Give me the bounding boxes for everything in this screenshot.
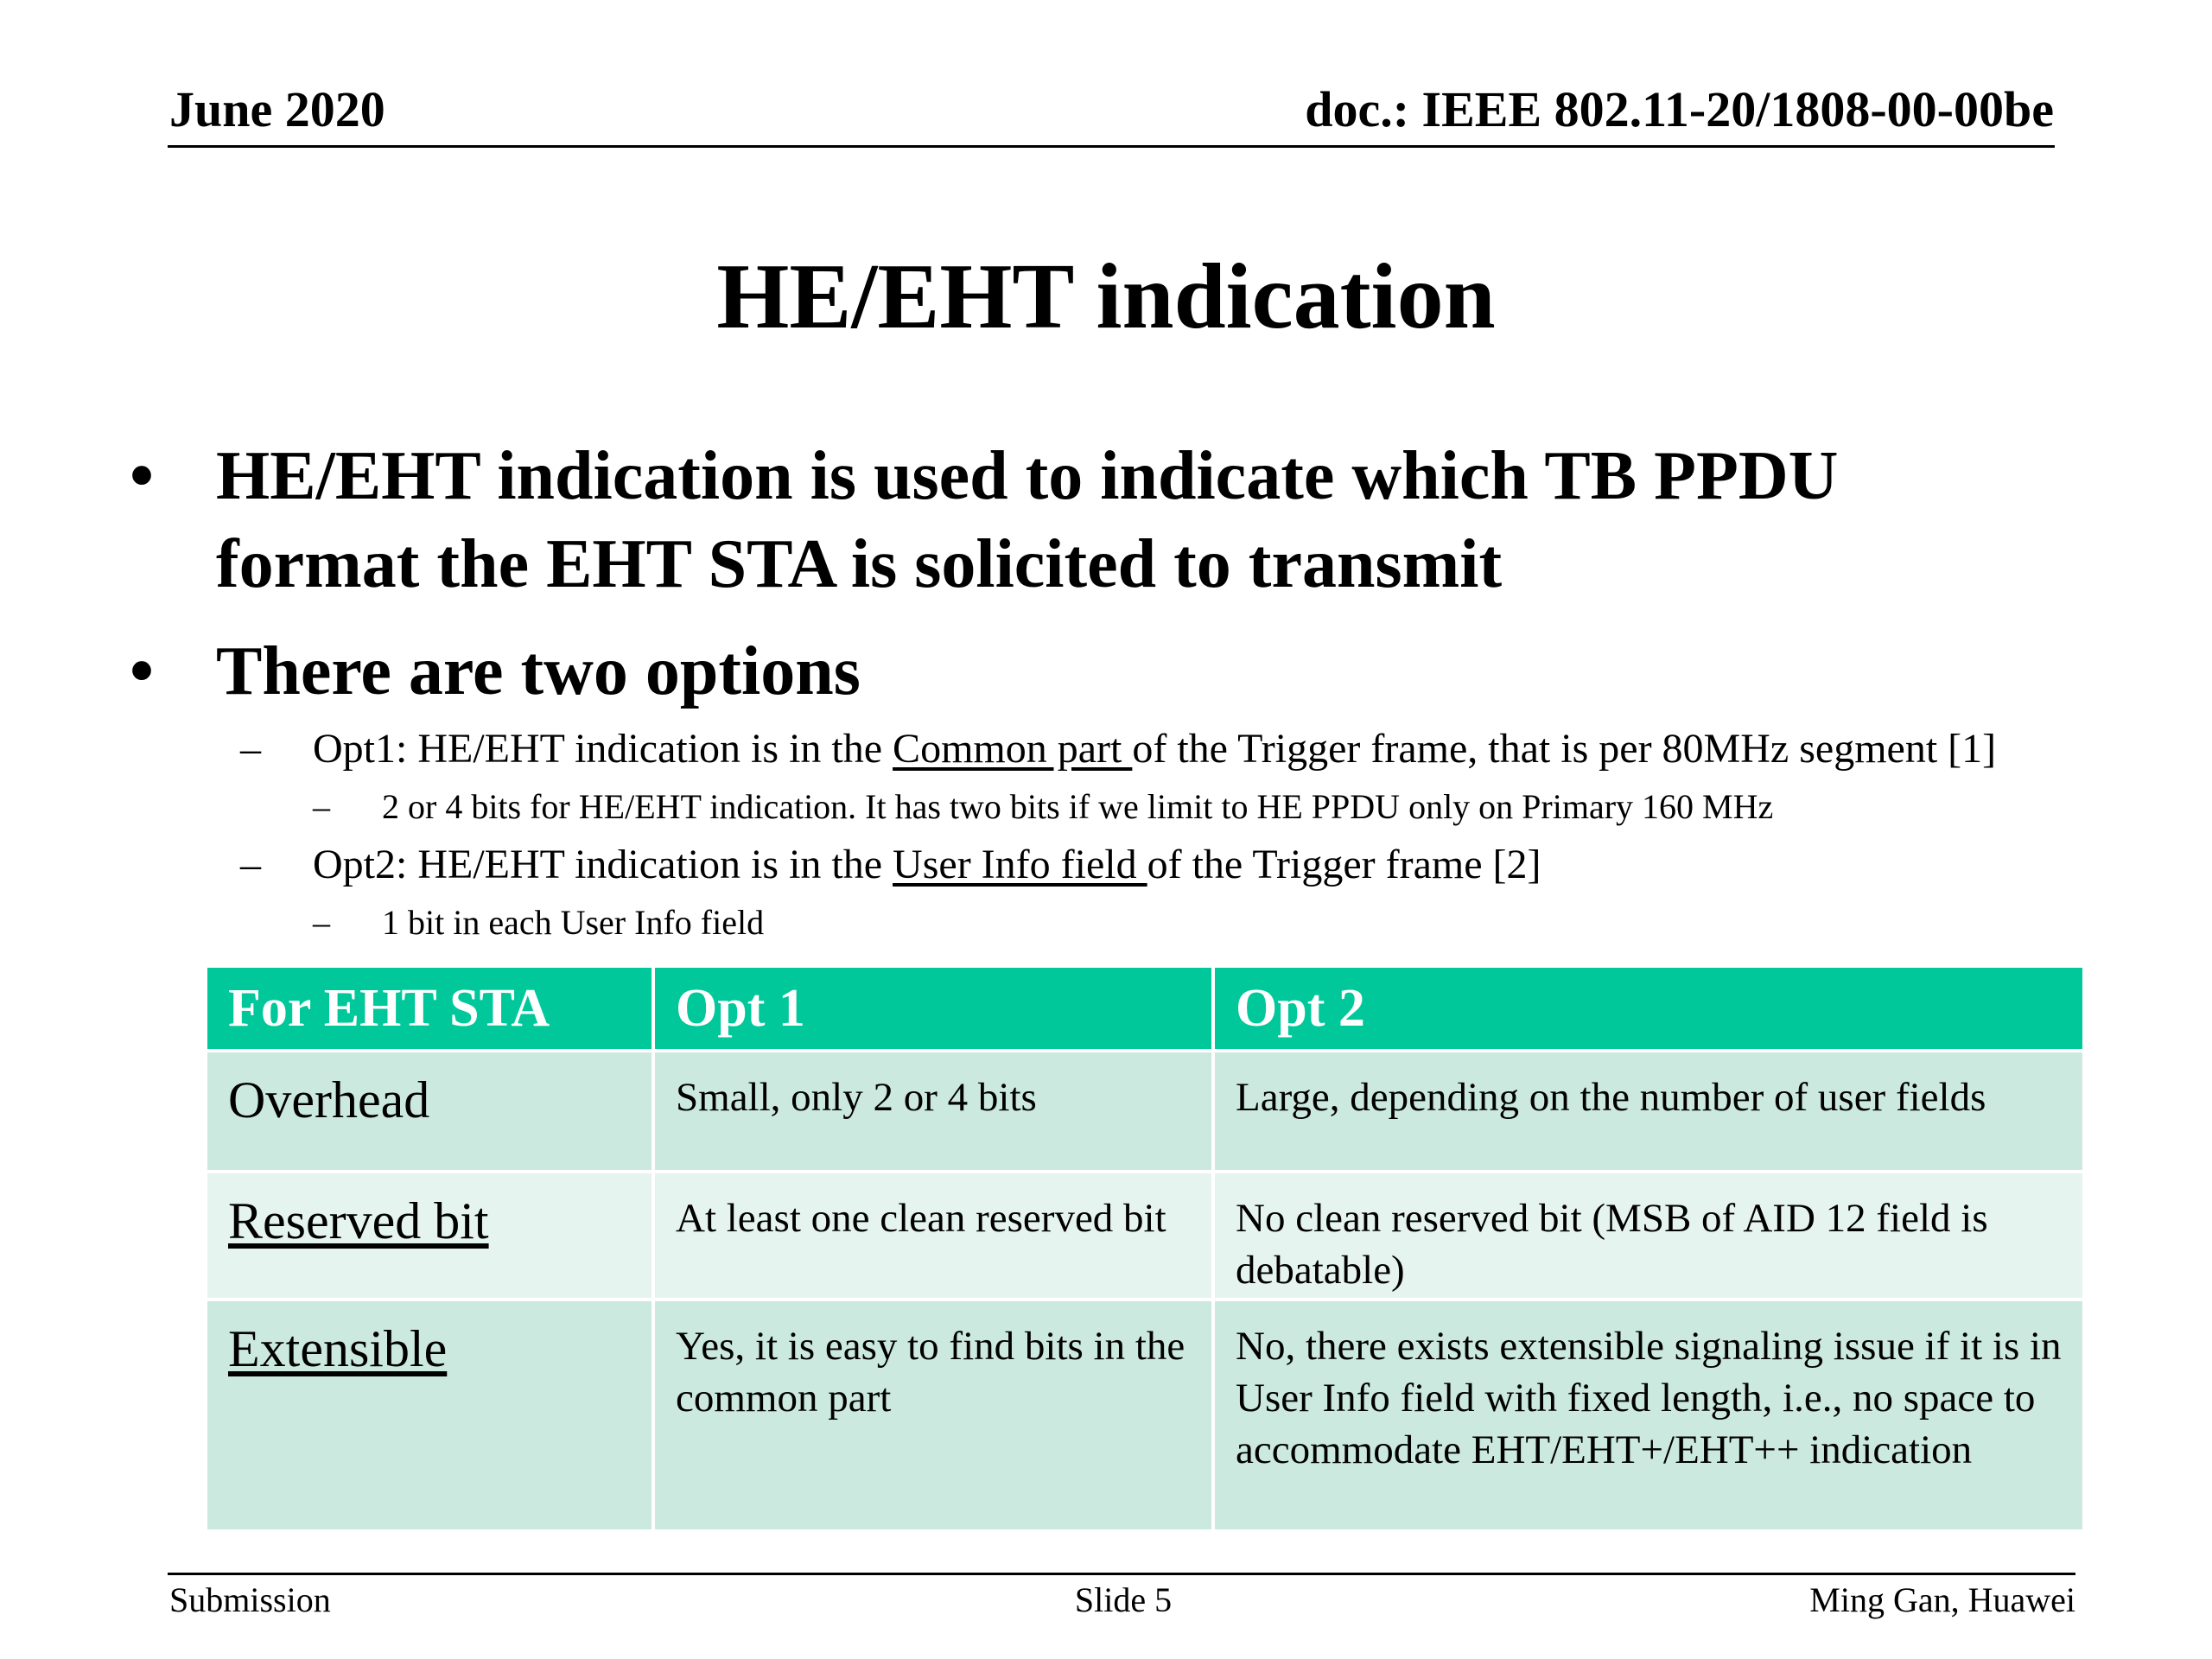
option-1-suffix: of the Trigger frame, that is per 80MHz segment [1] <box>1132 726 1997 772</box>
footer-submission: Submission <box>169 1580 331 1619</box>
row-label-extensible-link[interactable]: Extensible <box>206 1300 653 1531</box>
slide-title: HE/EHT indication <box>716 245 1496 348</box>
bullet-1-line-2: format the EHT STA is solicited to transmit <box>216 526 1503 602</box>
header-opt-2: Opt 2 <box>1213 966 2084 1051</box>
header-rule <box>168 145 2055 148</box>
header-for-eht-sta: For EHT STA <box>206 966 653 1051</box>
dash-icon: – <box>240 842 261 887</box>
footer-rule <box>168 1573 2075 1575</box>
cell-opt1: Small, only 2 or 4 bits <box>653 1051 1213 1172</box>
cell-opt2: No clean reserved bit (MSB of AID 12 field is debatable) <box>1213 1172 2084 1300</box>
option-1-prefix: Opt1: HE/EHT indication is in the <box>313 726 893 772</box>
dash-icon: – <box>313 787 330 826</box>
header-opt-1: Opt 1 <box>653 966 1213 1051</box>
bullet-1-line-1: HE/EHT indication is used to indicate which TB PPDU <box>216 438 1839 514</box>
option-2-detail-text: 1 bit in each User Info field <box>382 903 765 942</box>
option-2-suffix: of the Trigger frame [2] <box>1147 842 1541 887</box>
bullet-dot-icon: • <box>130 633 155 709</box>
row-label-overhead: Overhead <box>206 1051 653 1172</box>
cell-opt2: No, there exists extensible signaling issue if it is in User Info field with fixed length, i.e., no space to accommodate EHT/EHT+/EHT++ indication <box>1213 1300 2084 1531</box>
header-date: June 2020 <box>169 81 385 137</box>
dash-icon: – <box>240 726 261 772</box>
bullet-2-text: There are two options <box>216 633 861 709</box>
footer-author: Ming Gan, Huawei <box>1809 1580 2075 1619</box>
bullet-dot-icon: • <box>130 438 155 514</box>
option-1-common-part-link[interactable]: Common part <box>893 726 1133 772</box>
table-row <box>206 1172 2084 1300</box>
footer-slide-number: Slide 5 <box>1074 1580 1173 1619</box>
cell-opt2: Large, depending on the number of user fields <box>1213 1051 2084 1172</box>
row-label-reserved-bit-link[interactable]: Reserved bit <box>206 1172 653 1300</box>
table-header-row <box>206 966 2084 1051</box>
header-doc-id: doc.: IEEE 802.11-20/1808-00-00be <box>1305 81 2054 137</box>
cell-opt1: Yes, it is easy to find bits in the common part <box>653 1300 1213 1531</box>
table-row <box>206 1300 2084 1531</box>
option-2-user-info-link[interactable]: User Info field <box>893 842 1147 887</box>
dash-icon: – <box>313 903 330 942</box>
table-row <box>206 1051 2084 1172</box>
option-2-prefix: Opt2: HE/EHT indication is in the <box>313 842 893 887</box>
option-1-detail-text: 2 or 4 bits for HE/EHT indication. It has two bits if we limit to HE PPDU only on Primary 160 MHz <box>382 787 1774 826</box>
cell-opt1: At least one clean reserved bit <box>653 1172 1213 1300</box>
comparison-table <box>204 964 2086 1533</box>
